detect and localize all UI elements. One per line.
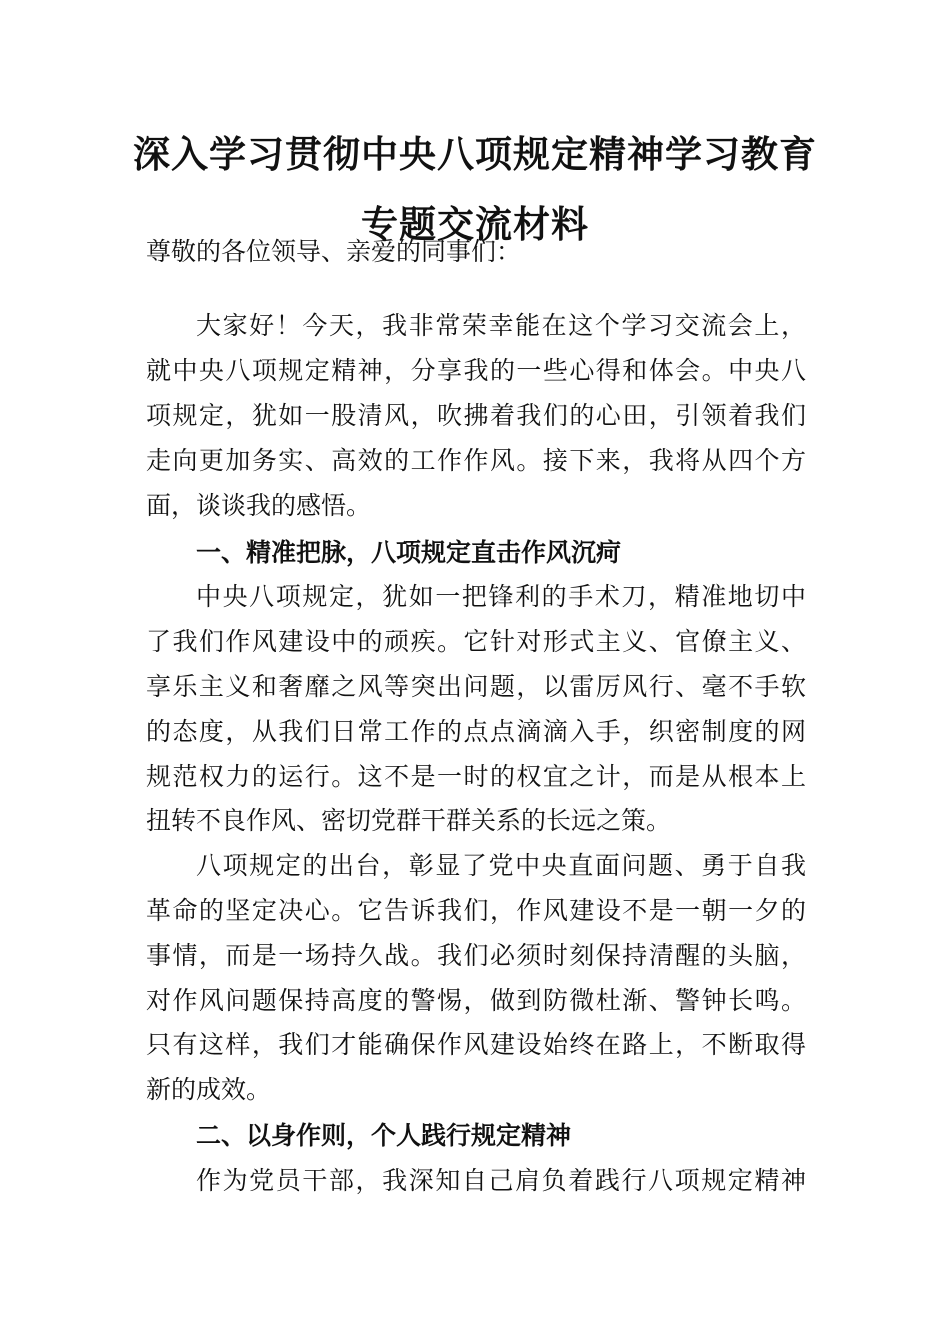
- paragraph-line: 只有这样，我们才能确保作风建设始终在路上，不断取得: [146, 1030, 806, 1059]
- paragraph-line: 对作风问题保持高度的警惕，做到防微杜渐、警钟长鸣。: [146, 986, 806, 1015]
- paragraph-line: 作为党员干部，我深知自己肩负着践行八项规定精神: [196, 1166, 806, 1195]
- paragraph-line: 革命的坚定决心。它告诉我们，作风建设不是一朝一夕的: [146, 896, 806, 925]
- section-heading-2: 二、以身作则，个人践行规定精神: [196, 1121, 572, 1150]
- paragraph-line: 中央八项规定，犹如一把锋利的手术刀，精准地切中: [196, 582, 806, 611]
- paragraph-line: 面，谈谈我的感悟。: [146, 491, 372, 520]
- paragraph-line: 就中央八项规定精神，分享我的一些心得和体会。中央八: [146, 356, 806, 385]
- paragraph-line: 走向更加务实、高效的工作作风。接下来，我将从四个方: [146, 446, 806, 475]
- paragraph-line: 事情，而是一场持久战。我们必须时刻保持清醒的头脑，: [146, 941, 806, 970]
- paragraph-line: 规范权力的运行。这不是一时的权宜之计，而是从根本上: [146, 762, 806, 791]
- paragraph-line: 新的成效。: [146, 1075, 272, 1104]
- paragraph-line: 项规定，犹如一股清风，吹拂着我们的心田，引领着我们: [146, 401, 806, 430]
- salutation: 尊敬的各位领导、亲爱的同事们：: [146, 237, 522, 266]
- document-title-line-1: 深入学习贯彻中央八项规定精神学习教育: [133, 132, 817, 176]
- document-title-line-2: 专题交流材料: [361, 202, 589, 246]
- paragraph-line: 八项规定的出台，彰显了党中央直面问题、勇于自我: [196, 851, 806, 880]
- paragraph-line: 大家好！今天，我非常荣幸能在这个学习交流会上，: [196, 311, 806, 340]
- paragraph-line: 了我们作风建设中的顽疾。它针对形式主义、官僚主义、: [146, 627, 806, 656]
- section-heading-1: 一、精准把脉，八项规定直击作风沉疴: [196, 538, 622, 567]
- paragraph-line: 享乐主义和奢靡之风等突出问题，以雷厉风行、毫不手软: [146, 672, 806, 701]
- paragraph-line: 的态度，从我们日常工作的点点滴滴入手，织密制度的网: [146, 717, 806, 746]
- paragraph-line: 扭转不良作风、密切党群干群关系的长远之策。: [146, 806, 672, 835]
